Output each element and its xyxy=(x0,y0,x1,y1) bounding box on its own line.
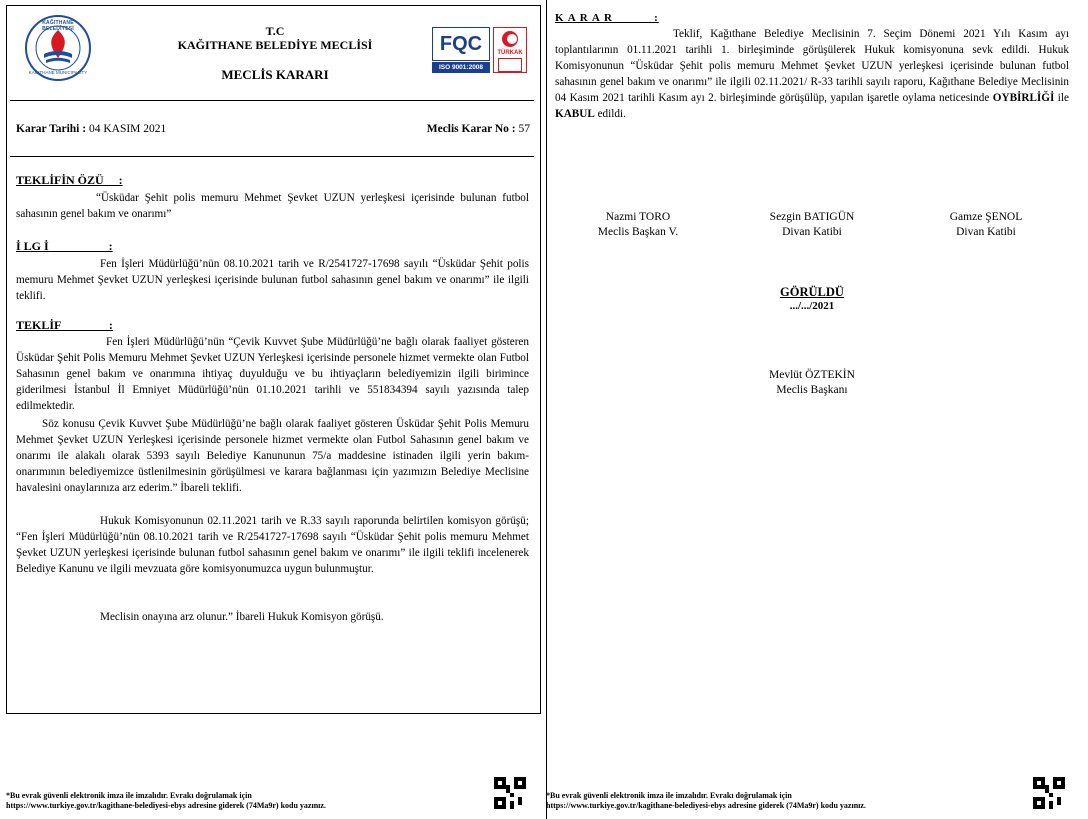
seen-title: GÖRÜLDÜ xyxy=(780,285,844,299)
signature-clerk-1 xyxy=(737,210,887,240)
iso-label: ISO 9001:2008 xyxy=(432,62,490,73)
signature-role: Meclis Başkan V. xyxy=(597,226,679,238)
summary-text: “Üsküdar Şehit polis memuru Mehmet Şevket UZUN yerleşkesi içerisinde bulunan futbol sahasının genel bakım ve onarımı” xyxy=(16,192,529,220)
logo-bottom-text: KAĞITHANE MUNICIPALITY xyxy=(28,70,88,75)
commission-closing: Meclisin onayına arz olunur.” İbareli Hukuk Komisyon görüşü. xyxy=(100,611,384,623)
decision-date-value: 04 KASIM 2021 xyxy=(86,123,167,135)
header-tc: T.C xyxy=(265,24,285,38)
signature-notice xyxy=(6,791,326,811)
signature-clerk-2 xyxy=(911,210,1061,240)
signature-deputy-chair xyxy=(563,210,713,240)
qr-code-icon xyxy=(1033,777,1065,809)
decision-text-mid: ile xyxy=(1054,92,1069,104)
decision-number xyxy=(427,123,530,135)
page-title: MECLİS KARARI xyxy=(221,67,329,82)
meta-divider xyxy=(10,156,534,157)
seen-stamp xyxy=(737,285,887,312)
signature-notice-line-1: *Bu evrak güvenli elektronik imza ile imzalıdır. Evrakı doğrulamak için xyxy=(546,791,792,800)
qr-code-icon xyxy=(494,777,526,809)
right-page xyxy=(546,0,1088,819)
signature-role: Divan Katibi xyxy=(782,226,842,238)
header-divider xyxy=(10,100,534,101)
fqc-logo xyxy=(432,27,490,73)
verification-link[interactable]: https://www.turkiye.gov.tr/kagithane-belediyesi-ebys adresine giderek (74Ma9r) kodu yazınız. xyxy=(546,801,866,810)
proposal-title: TEKLİF : xyxy=(16,318,113,332)
signature-name: Mevlüt ÖZTEKİN xyxy=(769,369,855,381)
signature-role: Divan Katibi xyxy=(956,226,1016,238)
turkak-label: TÜRKAK xyxy=(497,50,523,56)
seen-date: .../.../2021 xyxy=(789,300,835,312)
related-title: İ LG İ : xyxy=(16,239,113,253)
signature-president xyxy=(737,368,887,398)
commission-opinion: Hukuk Komisyonunun 02.11.2021 tarih ve R.33 sayılı raporunda belirtilen komisyon görüşü; “Fen İşleri Müdürlüğü’nün 08.10.2021 tarih ve R/2541727-17698 sayılı “Üsküdar Şehit polis memuru Mehmet Şevket UZUN yerleşkesi içerisinde bulunan futbol sahasının genel bakım ve onarımı” ile ilgili teklifi incelenerek Belediye Kanunu ve ilgili mevzuata göre komisyonumuzca uygun bulunmuştur. xyxy=(16,515,529,575)
proposal-paragraph-2: Söz konusu Çevik Kuvvet Şube Müdürlüğü’ne bağlı olarak faaliyet gösteren Üsküdar Şehit Polis Memuru Mehmet Şevket UZUN Yerleşkesi içerisinde personele hizmet vermekte olan Futbol Sahasının genel bakım ve onarımı ile alakalı olarak 5393 sayılı Belediye Kanununun 75/a maddesine istinaden ilgili yerin bakım- onarımının belediyemizce üstlenilmesinin görüşülmesi ve karara bağlanması için yazımızın Belediye Meclisine havalesini onaylarınıza arz ederim.” İbareli teklifi. xyxy=(16,418,529,494)
decision-title: K A R A R : xyxy=(555,12,659,24)
fqc-label: FQC xyxy=(439,32,483,55)
signature-name: Nazmi TORO xyxy=(605,211,671,223)
signature-name: Sezgin BATIGÜN xyxy=(769,211,855,223)
header-council: KAĞITHANE BELEDİYE MECLİSİ xyxy=(177,38,373,52)
turkak-logo xyxy=(493,27,527,73)
signature-name: Gamze ŞENOL xyxy=(949,211,1023,223)
decision-date-label: Karar Tarihi : xyxy=(16,123,87,135)
decision-accepted: KABUL xyxy=(555,108,595,120)
signature-notice xyxy=(546,791,866,811)
decision-text-main: Teklif, Kağıthane Belediye Meclisinin 7. Seçim Dönemi 2021 Yılı Kasım ayı toplantılarının 01.11.2021 tarihli 1. birleşiminde görüşülerek Hukuk komisyonuna sevk edildi. Hukuk Komisyonunun “Üsküdar Şehit polis memuru Mehmet Şevket UZUN yerleşkesi içerisinde bulunan futbol sahasının genel bakım ve onarımı” ile ilgili 02.11.2021/ R-33 tarihli sayılı raporu, Kağıthane Belediye Meclisinin 04 Kasım 2021 tarihli Kasım ayı 2. birleşiminde görüşülüp, yapılan işaretle oylama neticesinde xyxy=(555,28,1069,104)
verification-link[interactable]: https://www.turkiye.gov.tr/kagithane-belediyesi-ebys adresine giderek (74Ma9r) kodu yazınız. xyxy=(6,801,326,810)
decision-number-label: Meclis Karar No : xyxy=(426,123,516,135)
signature-notice-line-1: *Bu evrak güvenli elektronik imza ile imzalıdır. Evrakı doğrulamak için xyxy=(6,791,252,800)
decision-number-value: 57 xyxy=(515,123,530,135)
decision-text-end: edildi. xyxy=(594,108,626,120)
decision-text xyxy=(555,26,1069,122)
signature-role: Meclis Başkanı xyxy=(776,384,848,396)
related-text: Fen İşleri Müdürlüğü’nün 08.10.2021 tarih ve R/2541727-17698 sayılı “Üsküdar Şehit polis memuru Mehmet Şevket UZUN yerleşkesi içerisinde bulunan futbol sahasının genel bakım ve onarımı” ile ilgili teklifi. xyxy=(16,258,529,302)
proposal-paragraph-1: Fen İşleri Müdürlüğü’nün “Çevik Kuvvet Şube Müdürlüğü’ne bağlı olarak faaliyet gösteren Üsküdar Şehit Polis Memuru Mehmet Şevket UZUN Yerleşkesi içerisinde personele hizmet vermekte olan Futbol Sahasının genel bakım ve onarımına ihtiyaç duyulduğu ve bu ihtiyaçların belediyemizin ilgili birimince giderilmesi İstanbul İl Emniyet Müdürlüğü’nün 01.10.2021 tarihli ve 551834394 sayılı yazısında talep edilmektedir. xyxy=(16,336,529,412)
summary-title: TEKLİFİN ÖZÜ : xyxy=(16,173,123,187)
logo-top-text: KAĞITHANE BELEDİYESİ xyxy=(42,20,74,32)
decision-unanimous: OYBİRLİĞİ xyxy=(992,92,1055,104)
turkak-emblem-icon xyxy=(494,28,526,50)
decision-date xyxy=(16,123,166,135)
